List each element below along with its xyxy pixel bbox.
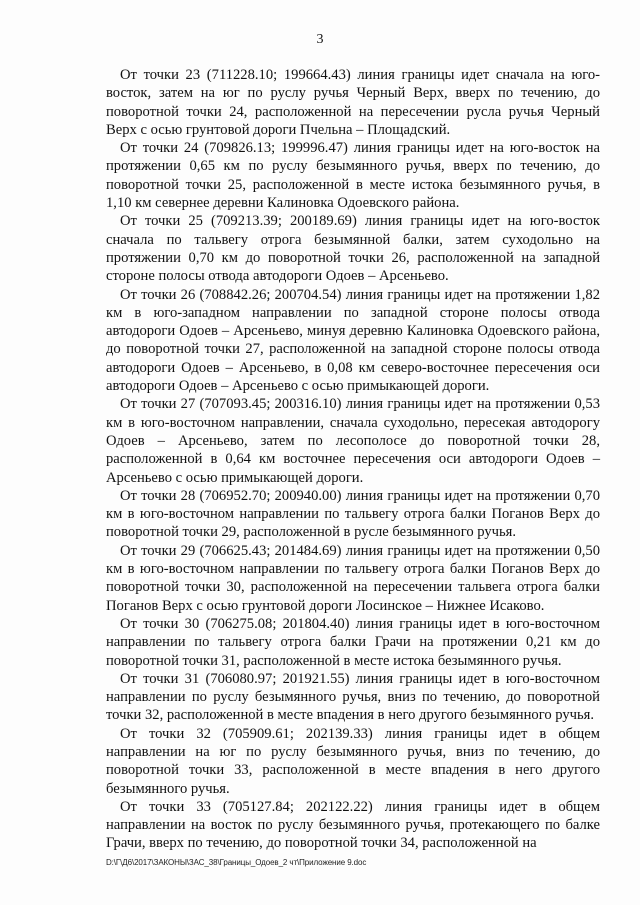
paragraph-point-29: От точки 29 (706625.43; 201484.69) линия границы идет на протяжении 0,50 км в юго-восточном направлении по тальвегу отрога балки Поганов Верх до поворотной точки 30, расположенной на пересечении тальвега отрога балки Поганов Верх с осью грунтовой дороги Лосинское – Нижнее Исаково.: [106, 542, 600, 614]
paragraph-point-31: От точки 31 (706080.97; 201921.55) линия границы идет в юго-восточном направлении по руслу безымянного ручья, вниз по течению, до поворотной точки 32, расположенной в месте впадения в него другого безымянного ручья.: [106, 670, 600, 724]
document-body: [106, 66, 600, 853]
page-number: 3: [316, 32, 324, 47]
paragraph-point-30: От точки 30 (706275.08; 201804.40) линия границы идет в юго-восточном направлении по тальвегу отрога балки Грачи на протяжении 0,21 км до поворотной точки 31, расположенной в месте истока безымянного ручья.: [106, 615, 600, 669]
paragraph-point-32: От точки 32 (705909.61; 202139.33) линия границы идет в общем направлении на юг по руслу безымянного ручья, вниз по течению, до поворотной точки 33, расположенной в месте впадения в него другого безымянного ручья.: [106, 725, 600, 797]
paragraph-point-28: От точки 28 (706952.70; 200940.00) линия границы идет на протяжении 0,70 км в юго-восточном направлении по тальвегу отрога балки Поганов Верх до поворотной точки 29, расположенной в русле безымянного ручья.: [106, 487, 600, 541]
paragraph-point-24: От точки 24 (709826.13; 199996.47) линия границы идет на юго-восток на протяжении 0,65 км по руслу безымянного ручья, вверх по течению, до поворотной точки 25, расположенной в месте истока безымянного ручья, в 1,10 км севернее деревни Калиновка Одоевского района.: [106, 140, 600, 212]
paragraph-point-25: От точки 25 (709213.39; 200189.69) линия границы идет на юго-восток сначала по тальвегу отрога безымянной балки, затем суходольно на протяжении 0,70 км до поворотной точки 26, расположенной на западной стороне полосы отвода автодороги Одоев – Арсеньево.: [106, 213, 600, 285]
paragraph-point-23: От точки 23 (711228.10; 199664.43) линия границы идет сначала на юго-восток, затем на юг по руслу ручья Черный Верх, вверх по течению, до поворотной точки 24, расположенной на пересечении русла ручья Черный Верх с осью грунтовой дороги Пчельна – Площадский.: [106, 67, 600, 138]
paragraph-point-27: От точки 27 (707093.45; 200316.10) линия границы идет на протяжении 0,53 км в юго-восточном направлении, сначала суходольно, пересекая автодорогу Одоев – Арсеньево, затем по лесополосе до поворотной точки 28, расположенной в 0,64 км восточнее пересечения оси автодороги Одоев – Арсеньево с осью примыкающей дороги.: [106, 396, 600, 486]
paragraph-point-26: От точки 26 (708842.26; 200704.54) линия границы идет на протяжении 1,82 км в юго-западном направлении по западной стороне полосы отвода автодороги Одоев – Арсеньево, минуя деревню Калиновка Одоевского района, до поворотной точки 27, расположенной на западной стороне полосы отвода автодороги Одоев – Арсеньево, в 0,08 км северо-восточнее пересечения оси автодороги Одоев – Арсеньево с осью примыкающей дороги.: [106, 286, 600, 395]
file-path-footer: D:\Г\Д6\2017\ЗАКОНЫ\ЗАС_38\Границы_Одоев_2 чт\Приложение 9.doc: [106, 858, 367, 867]
paragraph-point-33: От точки 33 (705127.84; 202122.22) линия границы идет в общем направлении на восток по руслу безымянного ручья, протекающего по балке Грачи, вверх по течению, до поворотной точки 34, расположенной на: [106, 798, 600, 852]
